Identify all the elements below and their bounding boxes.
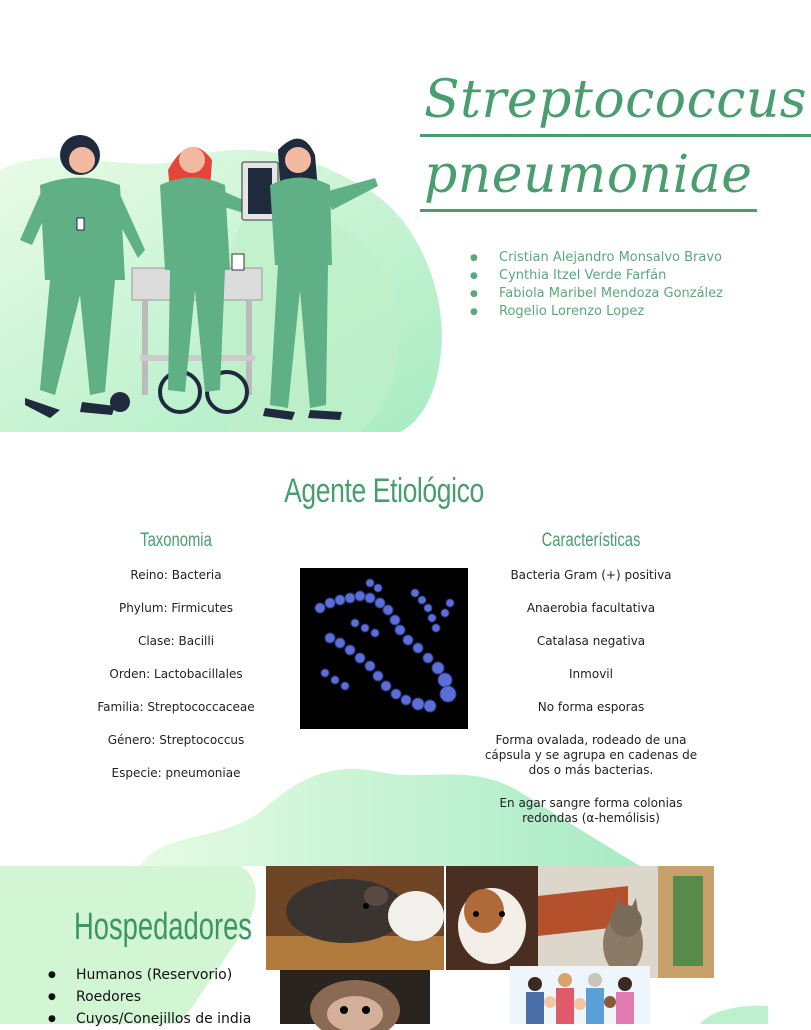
characteristic-item: Catalasa negativa [536,634,646,648]
characteristic-item: En agar sangre forma colonias redondas (α-hemólisis) [499,796,683,825]
rat-photo [266,866,444,970]
authors-list [470,249,723,321]
presentation-title [420,70,807,220]
host-item: ● Cuyos/Conejillos de india [48,1008,251,1030]
taxonomy-item: Especie: pneumoniae [111,766,241,780]
author-item: ● Cristian Alejandro Monsalvo Bravo [470,249,723,267]
taxonomy-item: Orden: Lactobacillales [109,667,243,681]
kitten-photo [538,866,714,978]
host-item: ● Roedores [48,986,251,1008]
taxonomy-list [51,568,301,799]
author-item: ● Fabiola Maribel Mendoza González [470,285,723,303]
guinea-pig-photo [446,866,538,970]
people-illustration [510,966,650,1024]
author-item: ● Rogelio Lorenzo Lopez [470,303,723,321]
host-item: ● Humanos (Reservorio) [48,964,251,986]
characteristic-item: Anaerobia facultativa [526,601,656,615]
taxonomy-item: Phylum: Firmicutes [118,601,234,615]
nurses-illustration [20,130,400,425]
characteristic-item: Inmovil [569,667,613,681]
characteristics-list [466,568,716,844]
section-title: Agente Etiológico [284,472,484,510]
taxonomy-item: Reino: Bacteria [130,568,222,582]
title-line-2: pneumoniae [420,145,757,212]
characteristic-item: Forma ovalada, rodeado de una cápsula y se agrupa en cadenas de dos o más bacterias. [484,733,698,777]
characteristics-heading: Características [541,530,641,551]
title-line-1: Streptococcus [420,70,811,137]
agent-slide [0,432,768,866]
taxonomy-item: Clase: Bacilli [137,634,215,648]
bacteria-image [300,568,468,729]
characteristic-item: No forma esporas [537,700,645,714]
taxonomy-item: Familia: Streptococcaceae [97,700,255,714]
characteristic-item: Bacteria Gram (+) positiva [510,568,672,582]
title-slide [0,0,807,432]
hosts-list [48,964,251,1030]
hosts-heading: Hospedadores [74,906,252,948]
monkey-photo [280,970,430,1024]
taxonomy-item: Género: Streptococcus [107,733,245,747]
taxonomy-heading: Taxonomia [140,530,212,551]
author-item: ● Cynthia Itzel Verde Farfán [470,267,723,285]
hosts-slide [0,866,768,1027]
